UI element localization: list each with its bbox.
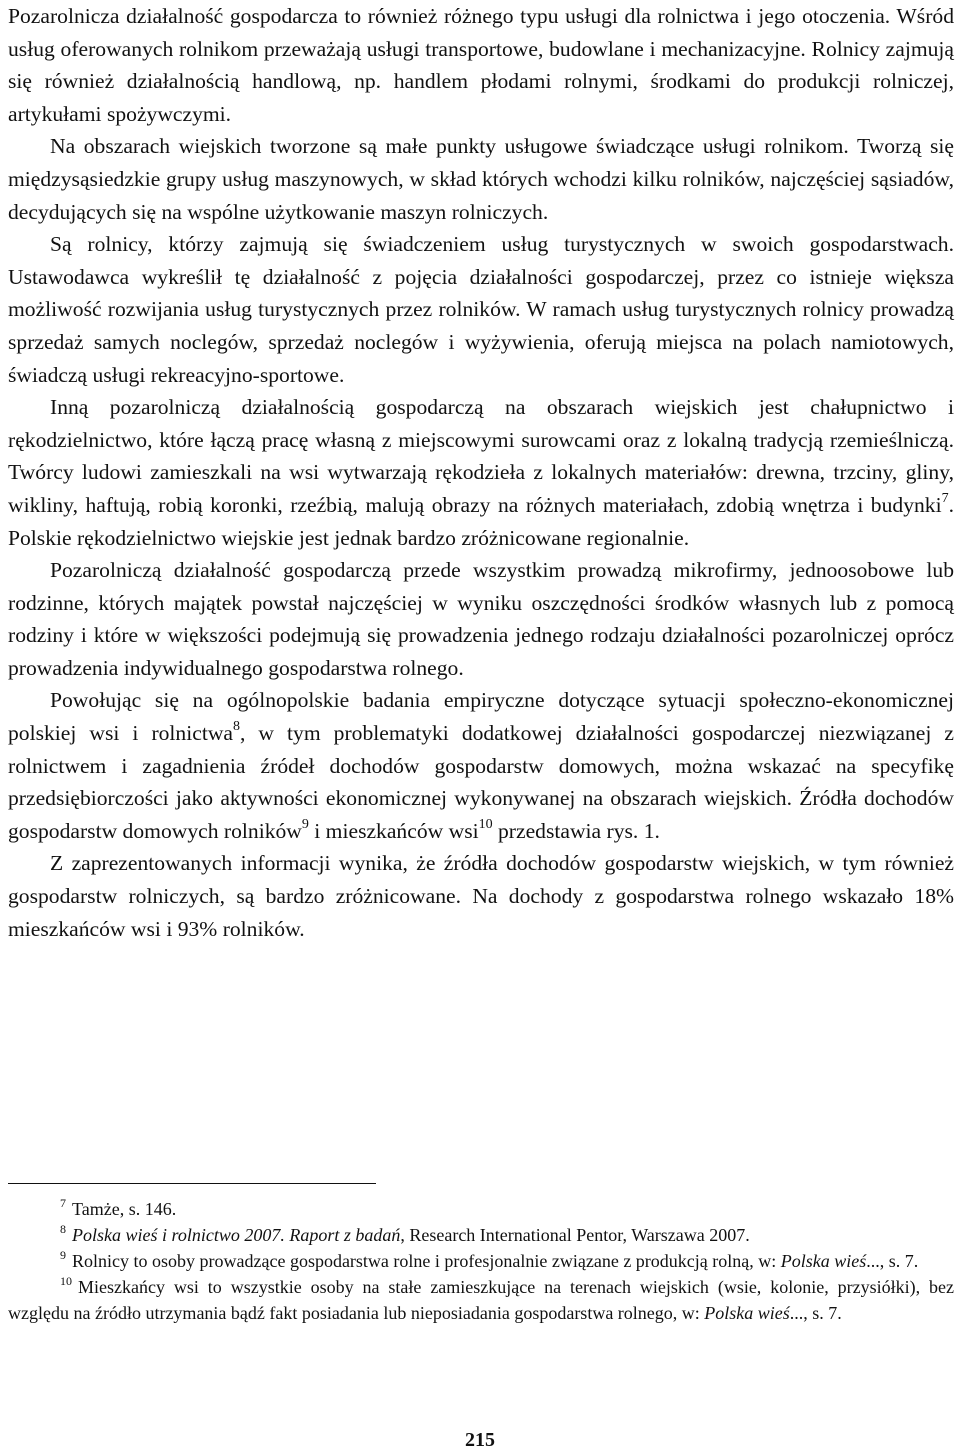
footnote-7 (8, 1196, 954, 1222)
paragraph-6 (8, 684, 954, 847)
paragraph-6-text-end: przedstawia rys. 1. (492, 818, 660, 843)
footnote-number: 10 (60, 1274, 72, 1288)
footnote-text: Polska wieś (780, 1251, 867, 1271)
footnote-text: , Research International Pentor, Warszawa 2007. (400, 1225, 750, 1245)
paragraph-3-text: Są rolnicy, którzy zajmują się świadczeniem usług turystycznych w swoich gospodarstwach. Ustawodawca wykreślił tę działalność z pojęcia działalności gospodarczej, przez co istnieje większa możliwość rozwijania usług turystycznych przez rolników. W ramach usług turystycznych rolnicy prowadzą sprzedaż samych noclegów, sprzedaż noclegów i wyżywienia, oferują miejsca na polach namiotowych, świadczą usługi rekreacyjno-sportowe. (8, 232, 954, 387)
footnote-9 (8, 1248, 954, 1274)
page-number: 215 (465, 1429, 495, 1451)
body-text (8, 0, 954, 945)
footnote-text: ..., s. 7. (789, 1303, 842, 1323)
paragraph-6-text: Powołując się na ogólnopolskie badania empiryczne dotyczące sytuacji społeczno-ekonomicznej polskiej wsi i rolnictwa (8, 688, 954, 746)
paragraph-5-text: Pozarolniczą działalność gospodarczą przede wszystkim prowadzą mikrofirmy, jednoosobowe lub rodzinne, których majątek powstał najczęściej w wyniku oszczędności środków własnych lub z pomocą rodziny i które w większości podejmują się prowadzenia jednego rodzaju działalności pozarolniczej oprócz prowadzenia indywidualnego gospodarstwa rolnego. (8, 558, 954, 680)
footnotes (8, 1196, 954, 1326)
footnote-text: Polska wieś (704, 1303, 790, 1323)
document-page (8, 0, 954, 945)
paragraph-4 (8, 391, 954, 554)
footnote-text: Rolnicy to osoby prowadzące gospodarstwa rolne i profesjonalnie związane z produkcją rolną, w: (72, 1251, 781, 1271)
paragraph-7-text: Z zaprezentowanych informacji wynika, że źródła dochodów gospodarstw wiejskich, w tym również gospodarstw rolniczych, są bardzo zróżnicowane. Na dochody z gospodarstwa rolnego wskazało 18% mieszkańców wsi i 93% rolników. (8, 851, 954, 941)
footnote-ref-9: 9 (301, 816, 309, 832)
footnote-text: ..., s. 7. (866, 1251, 919, 1271)
footnote-ref-7: 7 (941, 490, 949, 506)
paragraph-2 (8, 130, 954, 228)
paragraph-1 (8, 0, 954, 130)
footnote-8 (8, 1222, 954, 1248)
footnote-number: 9 (60, 1248, 66, 1262)
paragraph-6-text-mid1: , w tym problematyki dodatkowej działalności gospodarczej niezwiązanej z rolnictwem i zagadnienia źródeł dochodów gospodarstw domowych, można wskazać na specyfikę przedsiębiorczości jako aktywności ekonomicznej wykonywanej na obszarach wiejskich. Źródła dochodów gospodarstw domowych rolników (8, 721, 954, 843)
footnote-number: 7 (60, 1196, 66, 1210)
paragraph-7 (8, 847, 954, 945)
footnote-number: 8 (60, 1222, 66, 1236)
paragraph-5 (8, 554, 954, 684)
footnote-ref-10: 10 (478, 816, 493, 832)
footnote-text: Mieszkańcy wsi to wszystkie osoby na stałe zamieszkujące na terenach wiejskich (wsie, kolonie, przysiółki), bez względu na źródło utrzymania bądź fakt posiadania lub nieposiadania gospodarstwa rolnego, w: (8, 1277, 954, 1323)
footnote-separator (8, 1183, 376, 1184)
paragraph-4-text-end: . Polskie rękodzielnictwo wiejskie jest jednak bardzo zróżnicowane regionalnie. (8, 492, 954, 550)
footnote-ref-8: 8 (233, 718, 240, 734)
paragraph-6-text-mid2: i mieszkańców wsi (308, 818, 479, 843)
paragraph-4-text: Inną pozarolniczą działalnością gospodarczą na obszarach wiejskich jest chałupnictwo i rękodzielnictwo, które łączą pracę własną z miejscowymi surowcami oraz z lokalną tradycją rzemieślniczą. Twórcy ludowi zamieszkali na wsi wytwarzają rękodzieła z lokalnych materiałów: drewna, trzciny, gliny, wikliny, haftują, robią koronki, rzeźbią, malują obrazy na różnych materiałach, zdobią wnętrza i budynki (8, 395, 954, 517)
paragraph-3 (8, 228, 954, 391)
footnote-text: Tamże, s. 146. (72, 1199, 177, 1219)
paragraph-2-text: Na obszarach wiejskich tworzone są małe punkty usługowe świadczące usługi rolnikom. Tworzą się międzysąsiedzkie grupy usług maszynowych, w skład których wchodzi kilku rolników, najczęściej sąsiadów, decydujących się na wspólne użytkowanie maszyn rolniczych. (8, 134, 954, 224)
footnote-10 (8, 1274, 954, 1326)
paragraph-1-text: Pozarolnicza działalność gospodarcza to również różnego typu usługi dla rolnictwa i jego otoczenia. Wśród usług oferowanych rolnikom przeważają usługi transportowe, budowlane i mechanizacyjne. Rolnicy zajmują się również działalnością handlową, np. handlem płodami rolnymi, środkami do produkcji rolniczej, artykułami spożywczymi. (8, 4, 954, 126)
footnote-text: Polska wieś i rolnictwo 2007. Raport z badań (72, 1225, 401, 1245)
